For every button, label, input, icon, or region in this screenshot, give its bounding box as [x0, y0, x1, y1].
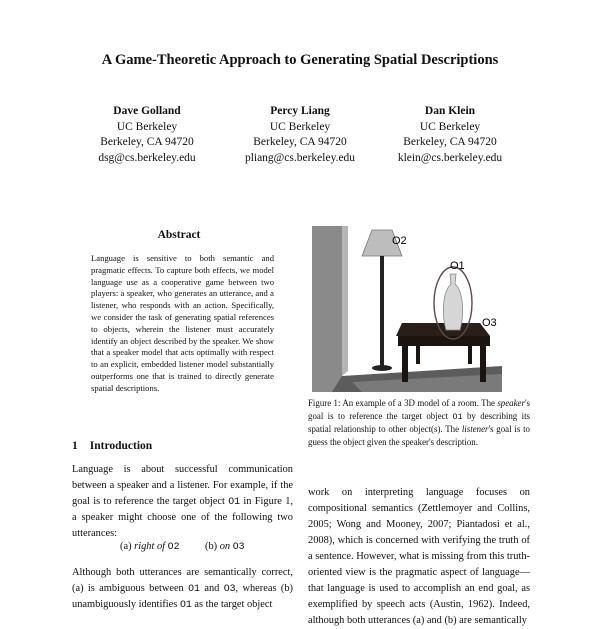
author-block — [370, 104, 530, 166]
body-text: as the target object — [191, 599, 273, 610]
paper-title: A Game-Theoretic Approach to Generating Spatial Descriptions — [101, 52, 499, 68]
object-ref: O1 — [188, 583, 200, 594]
table-leg-shape — [480, 346, 486, 382]
lamp-base-shape — [372, 365, 392, 371]
lamp-pole-shape — [380, 256, 384, 366]
author-address: Berkeley, CA 94720 — [403, 136, 497, 148]
table-leg-shape — [468, 336, 472, 364]
right-column-paragraph: work on interpreting language focuses on compositional semantics (Zettlemoyer and Collins, 2005; Wong and Mooney, 2007; Piantadosi et al., 2008), which is concerned with verifying the truth of a sentence. However, what is missing from this truth-oriented view is the pragmatic aspect of language—that language is used to accomplish an end goal, as exemplified by speech acts (Austin, 1962). Indeed, although both utterances (a) and (b) are semantically — [308, 487, 530, 626]
example-label: (a) — [120, 541, 132, 552]
author-affiliation: UC Berkeley — [419, 120, 481, 133]
intro-paragraph — [72, 462, 293, 542]
author-email[interactable]: pliang@cs.berkeley.edu — [244, 151, 356, 164]
figure-caption — [308, 397, 530, 448]
author-affiliation: UC Berkeley — [269, 120, 331, 133]
abstract-text: Language is sensitive to both semantic and pragmatic effects. To capture both effects, we model language use as a cooperative game between two players: a speaker, who generates an utterance, and a listener, who responds with an action. Specifically, we consider the task of generating spatial references to objects, wherein the listener must accurately identify an object described by the speaker. We show that a speaker model that acts optimally with respect to an explicit, embedded listener model substantially outperforms one that is trained to directly generate spatial descriptions. — [91, 253, 274, 393]
author-address: Berkeley, CA 94720 — [100, 136, 194, 148]
object-ref: O3 — [223, 583, 236, 594]
author-block — [67, 104, 227, 166]
author-name: Dave Golland — [113, 105, 181, 117]
object-ref: O1 — [452, 411, 463, 422]
figure-label: O2 — [392, 235, 407, 247]
author-block — [220, 104, 380, 166]
intro-text: Language is about successful communication between a speaker and a listener. For example, if the goal is to reference the target object — [72, 464, 293, 507]
table-leg-shape — [402, 346, 408, 382]
example-a — [120, 540, 180, 554]
example-label: (b) — [205, 541, 218, 552]
body-text: Although both utterances are semantically correct, (a) is ambiguous between — [72, 567, 293, 594]
caption-speaker: speaker — [497, 398, 525, 408]
section-title: Introduction — [89, 440, 153, 452]
wall-edge-shape — [342, 226, 348, 376]
author-email[interactable]: klein@cs.berkeley.edu — [397, 151, 503, 164]
example-b — [205, 540, 245, 554]
example-text: on — [219, 541, 231, 552]
author-address: Berkeley, CA 94720 — [253, 136, 347, 148]
body-text: and — [199, 583, 224, 594]
caption-listener: listener — [461, 424, 489, 435]
object-ref: O3 — [232, 541, 245, 552]
object-ref: O1 — [228, 496, 241, 507]
table-apron-shape — [398, 336, 490, 346]
body-paragraph — [72, 565, 293, 613]
caption-text: Figure 1: An example of a 3D model of a room. The — [308, 398, 498, 408]
object-ref: O1 — [179, 599, 192, 610]
table-leg-shape — [416, 336, 420, 364]
figure-label: O3 — [482, 317, 497, 329]
room-figure — [312, 226, 502, 392]
abstract-heading: Abstract — [157, 229, 201, 241]
author-name: Dan Klein — [424, 105, 476, 117]
author-email[interactable]: dsg@cs.berkeley.edu — [98, 151, 196, 164]
caption-text: by describing its spatial relationship to other object(s). The — [308, 410, 531, 435]
caption-text: 's goal is to reference the target object — [308, 398, 530, 421]
example-text: right of — [134, 541, 166, 552]
vase-shape — [443, 274, 462, 330]
author-name: Percy Liang — [270, 105, 330, 117]
wall-shape — [312, 226, 342, 392]
intro-text: in Figure 1, a speaker might choose one of the following two utterances: — [72, 496, 293, 539]
section-heading — [72, 440, 286, 452]
section-number: 1 — [72, 440, 78, 452]
body-text: , whereas (b) unambiguously identifies — [72, 583, 293, 610]
figure-label: O1 — [450, 260, 465, 272]
author-affiliation: UC Berkeley — [116, 120, 178, 133]
caption-text: 's goal is to guess the object given the speaker's description. — [308, 424, 530, 447]
object-ref: O2 — [167, 541, 180, 552]
